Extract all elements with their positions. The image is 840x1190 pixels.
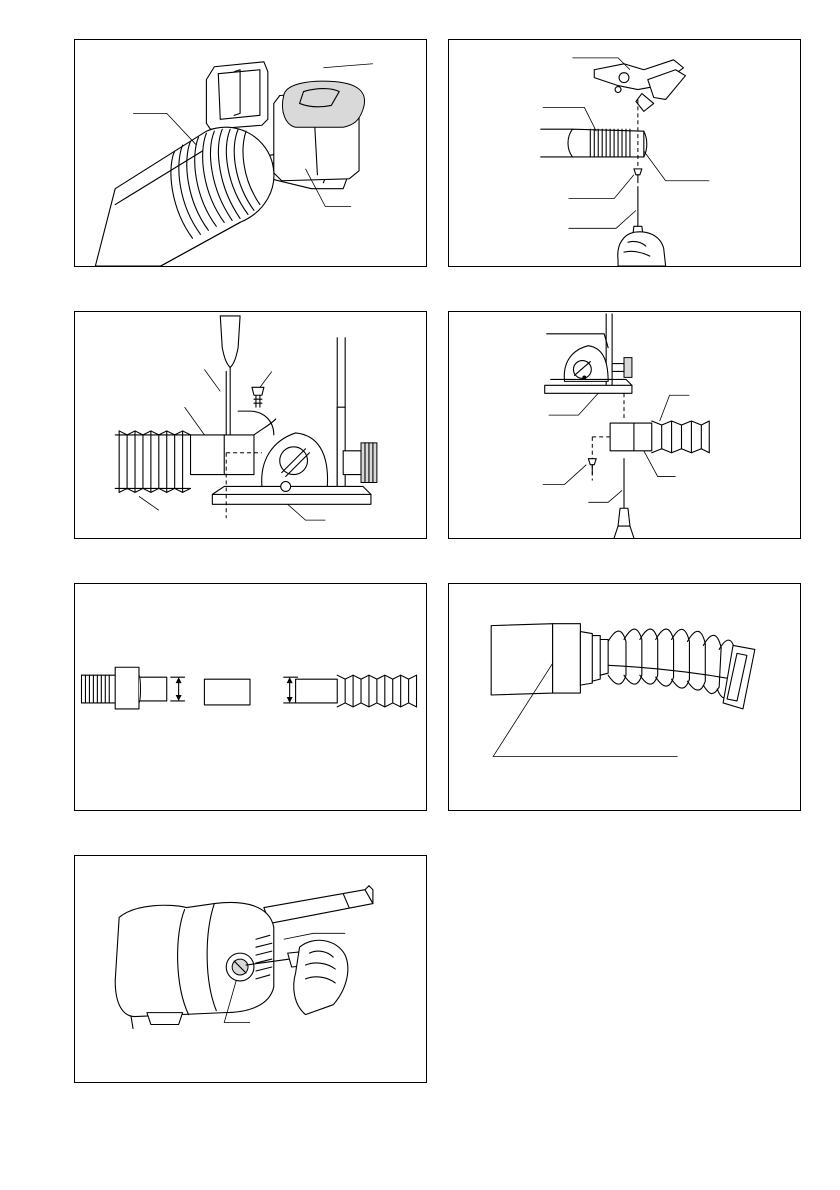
figure-hose-joint-dimensions (74, 583, 427, 811)
hose-screw-base-drawing (75, 312, 426, 538)
brush-holder-cap-drawing (75, 856, 426, 1082)
figure-hose-cuff-joint (448, 583, 801, 811)
figure-hose-screw-base (74, 311, 427, 539)
figure-brush-holder-cap (74, 855, 427, 1083)
hose-cuff-joint-drawing (449, 584, 800, 810)
hose-clip-drawing (449, 40, 800, 266)
hose-base-exploded-drawing (449, 312, 800, 538)
hose-joint-dimensions-drawing (75, 584, 426, 810)
hose-holder-drawing (75, 40, 426, 266)
figure-hose-clip-attach (448, 39, 801, 267)
figure-hose-screw-base-exploded (448, 311, 801, 539)
figure-hose-holder (74, 39, 427, 267)
